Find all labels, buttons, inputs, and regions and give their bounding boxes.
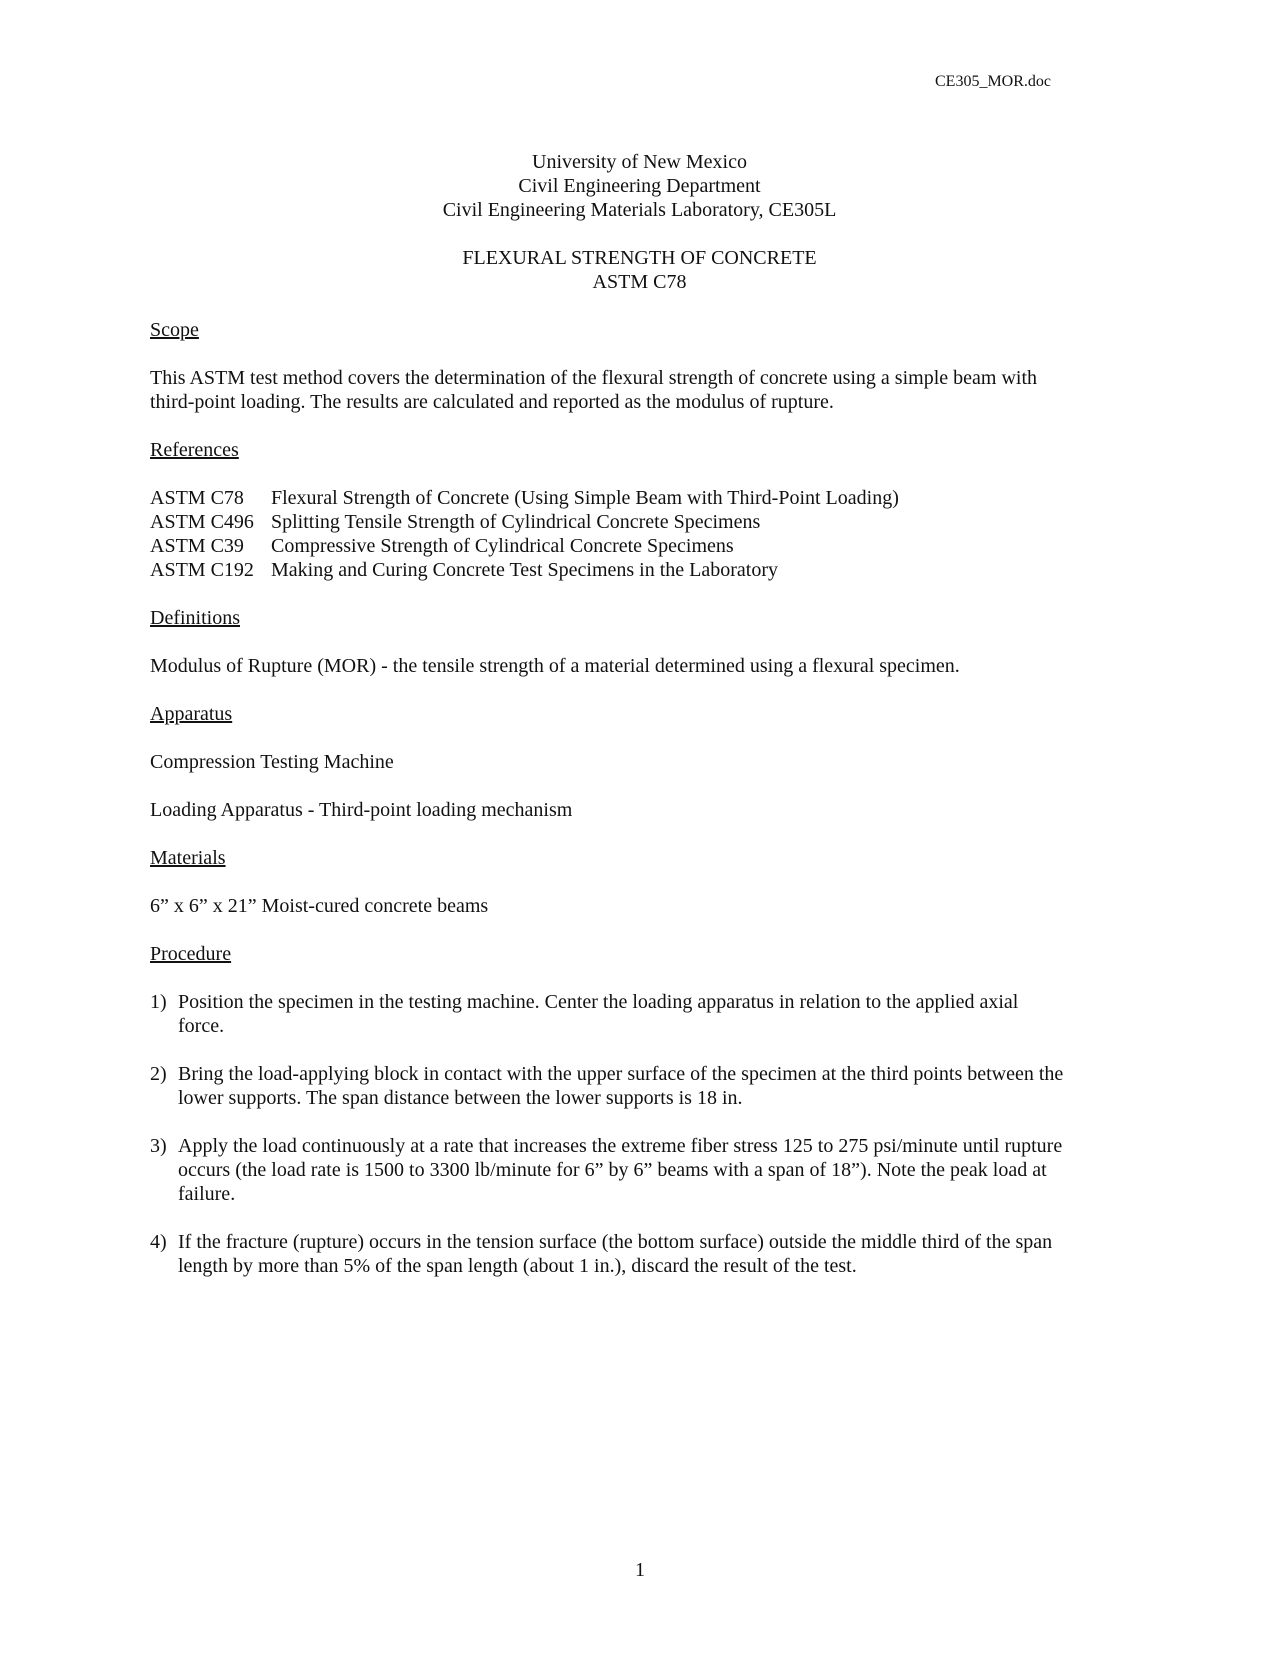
step-text-line: force. (178, 1015, 225, 1037)
reference-code: ASTM C78 (150, 487, 244, 509)
step-text-line: length by more than 5% of the span length (about 1 in.), discard the result of the test. (178, 1255, 857, 1277)
step-number: 2) (150, 1063, 167, 1085)
university-name: University of New Mexico (532, 151, 747, 173)
document-filename: CE305_MOR.doc (935, 73, 1051, 90)
scope-text-line-2: third-point loading. The results are calculated and reported as the modulus of rupture. (150, 391, 834, 413)
reference-title: Flexural Strength of Concrete (Using Simple Beam with Third-Point Loading) (271, 487, 899, 509)
procedure-step (150, 990, 1130, 1038)
reference-code: ASTM C39 (150, 535, 244, 557)
test-title: FLEXURAL STRENGTH OF CONCRETE (462, 247, 817, 269)
procedure-step (150, 1230, 1130, 1278)
apparatus-heading: Apparatus (150, 703, 233, 725)
step-text-line: Apply the load continuously at a rate that increases the extreme fiber stress 125 to 275 psi/minute until rupture (178, 1135, 1063, 1157)
scope-text-line-1: This ASTM test method covers the determination of the flexural strength of concrete using a simple beam with (150, 367, 1038, 389)
step-text-line: Position the specimen in the testing machine. Center the loading apparatus in relation to the applied axial (178, 991, 1019, 1013)
reference-item (150, 486, 1130, 510)
definition-mor: Modulus of Rupture (MOR) - the tensile strength of a material determined using a flexural specimen. (150, 655, 960, 677)
reference-title: Splitting Tensile Strength of Cylindrical Concrete Specimens (271, 511, 761, 533)
step-text-line: If the fracture (rupture) occurs in the tension surface (the bottom surface) outside the middle third of the span (178, 1231, 1053, 1253)
document-page (150, 150, 1130, 1278)
step-number: 1) (150, 991, 167, 1013)
test-standard: ASTM C78 (592, 271, 687, 293)
page-number: 1 (635, 1559, 645, 1581)
reference-item (150, 558, 1130, 582)
definitions-heading: Definitions (150, 607, 240, 629)
lab-name: Civil Engineering Materials Laboratory, CE305L (442, 199, 837, 221)
step-number: 4) (150, 1231, 167, 1253)
apparatus-item-1: Compression Testing Machine (150, 751, 394, 773)
title-block (149, 150, 1130, 294)
procedure-step (150, 1062, 1130, 1110)
step-text-line: Bring the load-applying block in contact with the upper surface of the specimen at the third points between the (178, 1063, 1064, 1085)
reference-item (150, 534, 1130, 558)
step-text-line: lower supports. The span distance between the lower supports is 18 in. (178, 1087, 743, 1109)
step-number: 3) (150, 1135, 167, 1157)
materials-heading: Materials (150, 847, 226, 869)
materials-text: 6” x 6” x 21” Moist-cured concrete beams (150, 895, 489, 917)
reference-code: ASTM C192 (150, 559, 254, 581)
scope-heading: Scope (150, 319, 199, 341)
reference-title: Making and Curing Concrete Test Specimens in the Laboratory (271, 559, 779, 581)
department-name: Civil Engineering Department (518, 175, 761, 197)
procedure-step (150, 1134, 1130, 1206)
references-heading: References (150, 439, 239, 461)
reference-item (150, 510, 1130, 534)
reference-code: ASTM C496 (150, 511, 254, 533)
step-text-line: failure. (178, 1183, 236, 1205)
step-text-line: occurs (the load rate is 1500 to 3300 lb/minute for 6” by 6” beams with a span of 18”). Note the peak load at (178, 1159, 1047, 1181)
procedure-heading: Procedure (150, 943, 232, 965)
references-list (150, 486, 1130, 582)
apparatus-item-2: Loading Apparatus - Third-point loading mechanism (150, 799, 573, 821)
reference-title: Compressive Strength of Cylindrical Concrete Specimens (271, 535, 734, 557)
